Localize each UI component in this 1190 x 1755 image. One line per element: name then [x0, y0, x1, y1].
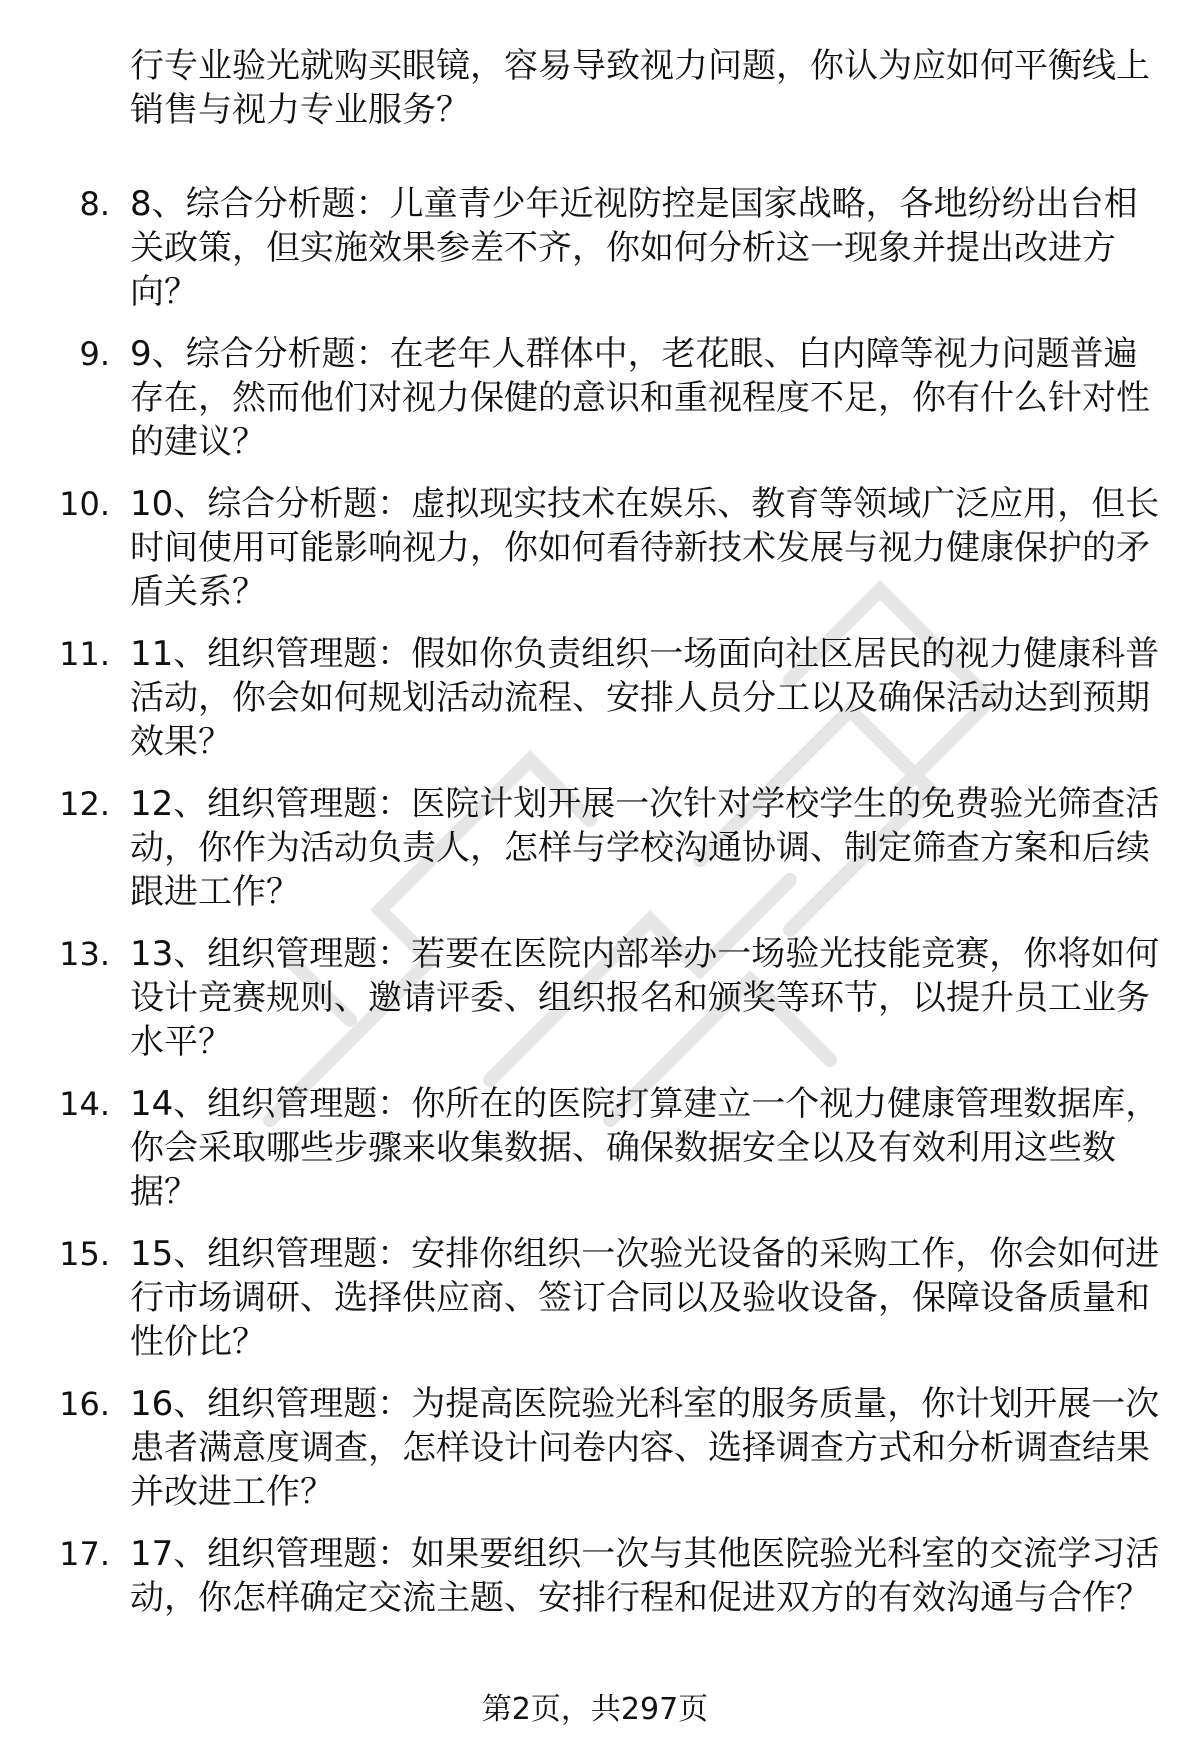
item-number: 9.	[79, 335, 110, 373]
list-item	[0, 1082, 1190, 1232]
item-number: 16.	[59, 1385, 110, 1423]
item-number: 11.	[59, 635, 110, 673]
intro-text: 行专业验光就购买眼镜，容易导致视力问题，你认为应如何平衡线上销售与视力专业服务？	[130, 46, 1150, 130]
item-number: 12.	[59, 785, 110, 823]
item-text: 12、组织管理题：医院计划开展一次针对学校学生的免费验光筛查活动，你作为活动负责人，怎样与学校沟通协调、制定筛查方案和后续跟进工作？	[130, 784, 1160, 912]
item-text: 10、综合分析题：虚拟现实技术在娱乐、教育等领域广泛应用，但长时间使用可能影响视力，你如何看待新技术发展与视力健康保护的矛盾关系？	[130, 484, 1160, 612]
list-item	[0, 1382, 1190, 1532]
item-text: 15、组织管理题：安排你组织一次验光设备的采购工作，你会如何进行市场调研、选择供应商、签订合同以及验收设备，保障设备质量和性价比？	[130, 1234, 1160, 1362]
item-text: 9、综合分析题：在老年人群体中，老花眼、白内障等视力问题普遍存在，然而他们对视力保健的意识和重视程度不足，你有什么针对性的建议？	[130, 334, 1150, 462]
item-text: 16、组织管理题：为提高医院验光科室的服务质量，你计划开展一次患者满意度调查，怎样设计问卷内容、选择调查方式和分析调查结果并改进工作？	[130, 1384, 1160, 1512]
list-item	[0, 1232, 1190, 1382]
item-number: 15.	[59, 1235, 110, 1273]
item-text: 17、组织管理题：如果要组织一次与其他医院验光科室的交流学习活动，你怎样确定交流主题、安排行程和促进双方的有效沟通与合作？	[130, 1534, 1160, 1618]
list-item	[0, 782, 1190, 932]
item-number: 17.	[59, 1535, 110, 1573]
item-text: 13、组织管理题：若要在医院内部举办一场验光技能竞赛，你将如何设计竞赛规则、邀请评委、组织报名和颁奖等环节，以提升员工业务水平？	[130, 934, 1160, 1062]
item-text: 8、综合分析题：儿童青少年近视防控是国家战略，各地纷纷出台相关政策，但实施效果参差不齐，你如何分析这一现象并提出改进方向？	[130, 184, 1138, 312]
list-item	[0, 632, 1190, 782]
list-item	[0, 182, 1190, 332]
item-number: 14.	[59, 1085, 110, 1123]
item-number: 10.	[59, 485, 110, 523]
list-item	[0, 932, 1190, 1082]
page-footer: 第2页，共297页	[481, 1692, 709, 1727]
item-text: 14、组织管理题：你所在的医院打算建立一个视力健康管理数据库，你会采取哪些步骤来收集数据、确保数据安全以及有效利用这些数据？	[130, 1084, 1160, 1212]
item-text: 11、组织管理题：假如你负责组织一场面向社区居民的视力健康科普活动，你会如何规划活动流程、安排人员分工以及确保活动达到预期效果？	[130, 634, 1160, 762]
list-item	[0, 482, 1190, 632]
question-list	[0, 182, 1190, 1682]
list-item	[0, 1532, 1190, 1682]
item-number: 13.	[59, 935, 110, 973]
item-number: 8.	[79, 185, 110, 223]
list-item	[0, 332, 1190, 482]
